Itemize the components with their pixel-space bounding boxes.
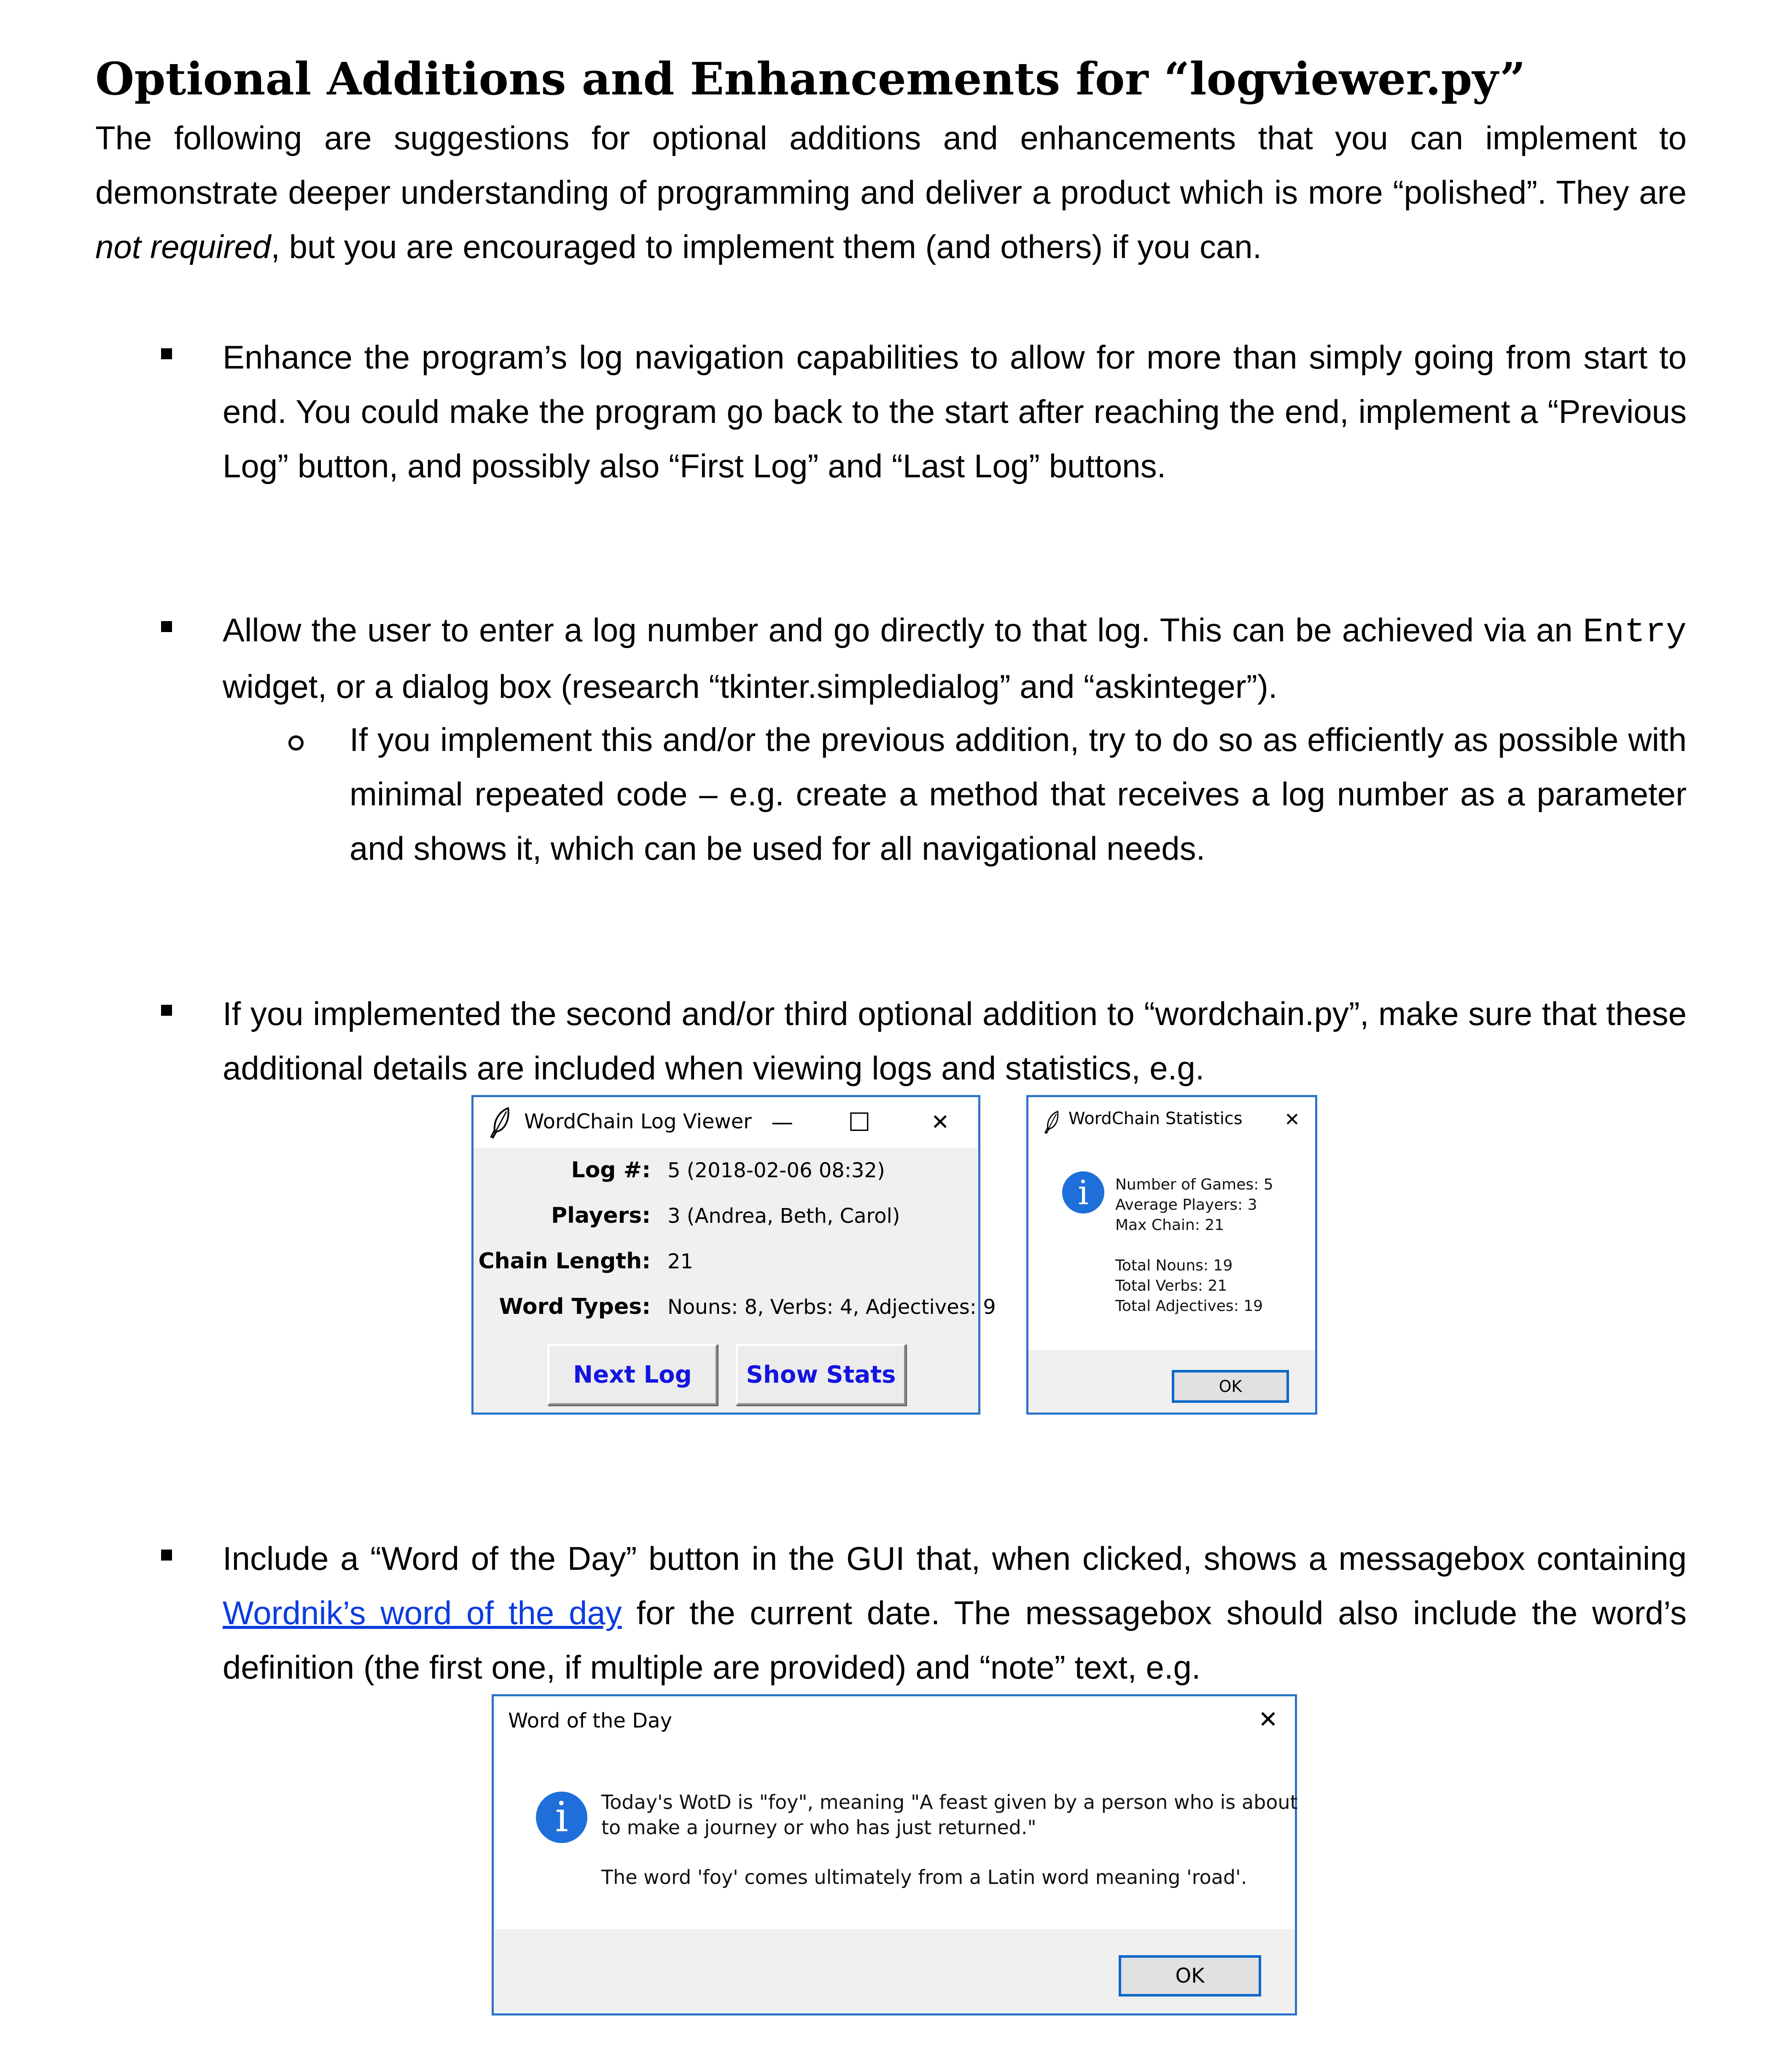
show-stats-button[interactable]: Show Stats: [736, 1344, 906, 1405]
intro-text-2: , but you are encouraged to implement them (and others) if you can.: [271, 228, 1262, 265]
intro-emphasis: not required: [95, 228, 271, 265]
bullet-2-text: [223, 603, 1687, 714]
word-types-value: Nouns: 8, Verbs: 4, Adjectives: 9: [667, 1295, 996, 1319]
chain-length-label: Chain Length:: [478, 1249, 651, 1274]
stats-line: [1115, 1235, 1273, 1256]
wordnik-link[interactable]: Wordnik’s word of the day: [223, 1594, 622, 1631]
bullet-3-text: If you implemented the second and/or third optional addition to “wordchain.py”, make sure that these additional details are included when viewing logs and statistics, e.g.: [223, 995, 1687, 1087]
bullet-marker-3: [161, 1005, 172, 1016]
wotd-title: Word of the Day: [508, 1709, 672, 1733]
minimize-button[interactable]: —: [771, 1110, 793, 1135]
bullet-marker-2: [161, 621, 172, 632]
intro-paragraph: [95, 111, 1687, 274]
stats-line: Total Nouns: 19: [1115, 1257, 1233, 1274]
bullet-marker-4: [161, 1550, 172, 1561]
stats-titlebar: [1028, 1097, 1315, 1148]
log-viewer-title: WordChain Log Viewer: [524, 1110, 752, 1133]
stats-text: [1115, 1175, 1273, 1316]
info-icon: i: [536, 1792, 587, 1843]
log-viewer-window: [471, 1095, 996, 1415]
wotd-titlebar: [494, 1696, 1295, 1747]
wotd-ok-button[interactable]: OK: [1119, 1955, 1261, 1997]
stats-line: Total Adjectives: 19: [1115, 1297, 1263, 1315]
bullet-2-text-2: widget, or a dialog box (research “tkinter.simpledialog” and “askinteger”).: [223, 668, 1278, 705]
stats-line: Total Verbs: 21: [1115, 1277, 1227, 1294]
entry-code: Entry: [1582, 613, 1687, 652]
wotd-message-line-2: to make a journey or who has just returned.": [601, 1816, 1036, 1839]
info-icon: i: [1062, 1171, 1104, 1214]
players-label: Players:: [551, 1203, 651, 1228]
wotd-close-button[interactable]: ✕: [1258, 1706, 1278, 1733]
feather-icon: [488, 1106, 513, 1138]
wotd-message-line-3: The word 'foy' comes ultimately from a Latin word meaning 'road'.: [601, 1866, 1247, 1889]
bullet-4-text: [223, 1531, 1687, 1695]
chain-length-value: 21: [667, 1250, 694, 1273]
stats-dialog: [1026, 1095, 1317, 1415]
next-log-button[interactable]: Next Log: [547, 1344, 718, 1405]
feather-icon: [1043, 1110, 1061, 1134]
word-types-label: Word Types:: [499, 1294, 651, 1319]
stats-ok-button[interactable]: OK: [1172, 1370, 1289, 1403]
close-button[interactable]: ✕: [931, 1110, 950, 1135]
bullet-marker-1: [161, 348, 172, 359]
stats-close-button[interactable]: ✕: [1284, 1109, 1300, 1130]
players-value: 3 (Andrea, Beth, Carol): [667, 1204, 900, 1228]
bullet-2-text-1: Allow the user to enter a log number and go directly to that log. This can be achieved via an: [223, 611, 1583, 649]
maximize-button[interactable]: ☐: [848, 1108, 871, 1137]
stats-line: Max Chain: 21: [1115, 1216, 1224, 1234]
stats-line: Average Players: 3: [1115, 1196, 1257, 1214]
page-title: Optional Additions and Enhancements for “logviewer.py”: [95, 52, 1526, 105]
log-viewer-titlebar: [474, 1097, 978, 1148]
log-number-label: Log #:: [571, 1157, 651, 1183]
sub-bullet-marker: [288, 735, 304, 751]
stats-title: WordChain Statistics: [1068, 1109, 1243, 1128]
sub-bullet-text: If you implement this and/or the previous addition, try to do so as efficiently as possible with minimal repeated code – e.g. create a method that receives a log number as a parameter and shows it, which can be used for all navigational needs.: [350, 721, 1687, 867]
intro-text-1: The following are suggestions for optional additions and enhancements that you can implement to demonstrate deeper understanding of programming and deliver a product which is more “polished”. They are: [95, 119, 1687, 211]
bullet-4-text-1: Include a “Word of the Day” button in the GUI that, when clicked, shows a messagebox containing: [223, 1540, 1687, 1577]
wotd-dialog: [492, 1694, 1297, 2015]
wotd-message-line-1: Today's WotD is "foy", meaning "A feast given by a person who is about: [601, 1791, 1298, 1814]
bullet-4-text-2: for the current date. The messagebox should also include the word’s definition (the first one, if multiple are provided) and “note” text, e.g.: [223, 1594, 1687, 1686]
log-number-value: 5 (2018-02-06 08:32): [667, 1159, 885, 1182]
bullet-1-text: Enhance the program’s log navigation capabilities to allow for more than simply going from start to end. You could make the program go back to the start after reaching the end, implement a “Previous Log” button, and possibly also “First Log” and “Last Log” buttons.: [223, 339, 1687, 484]
stats-line: Number of Games: 5: [1115, 1176, 1273, 1193]
